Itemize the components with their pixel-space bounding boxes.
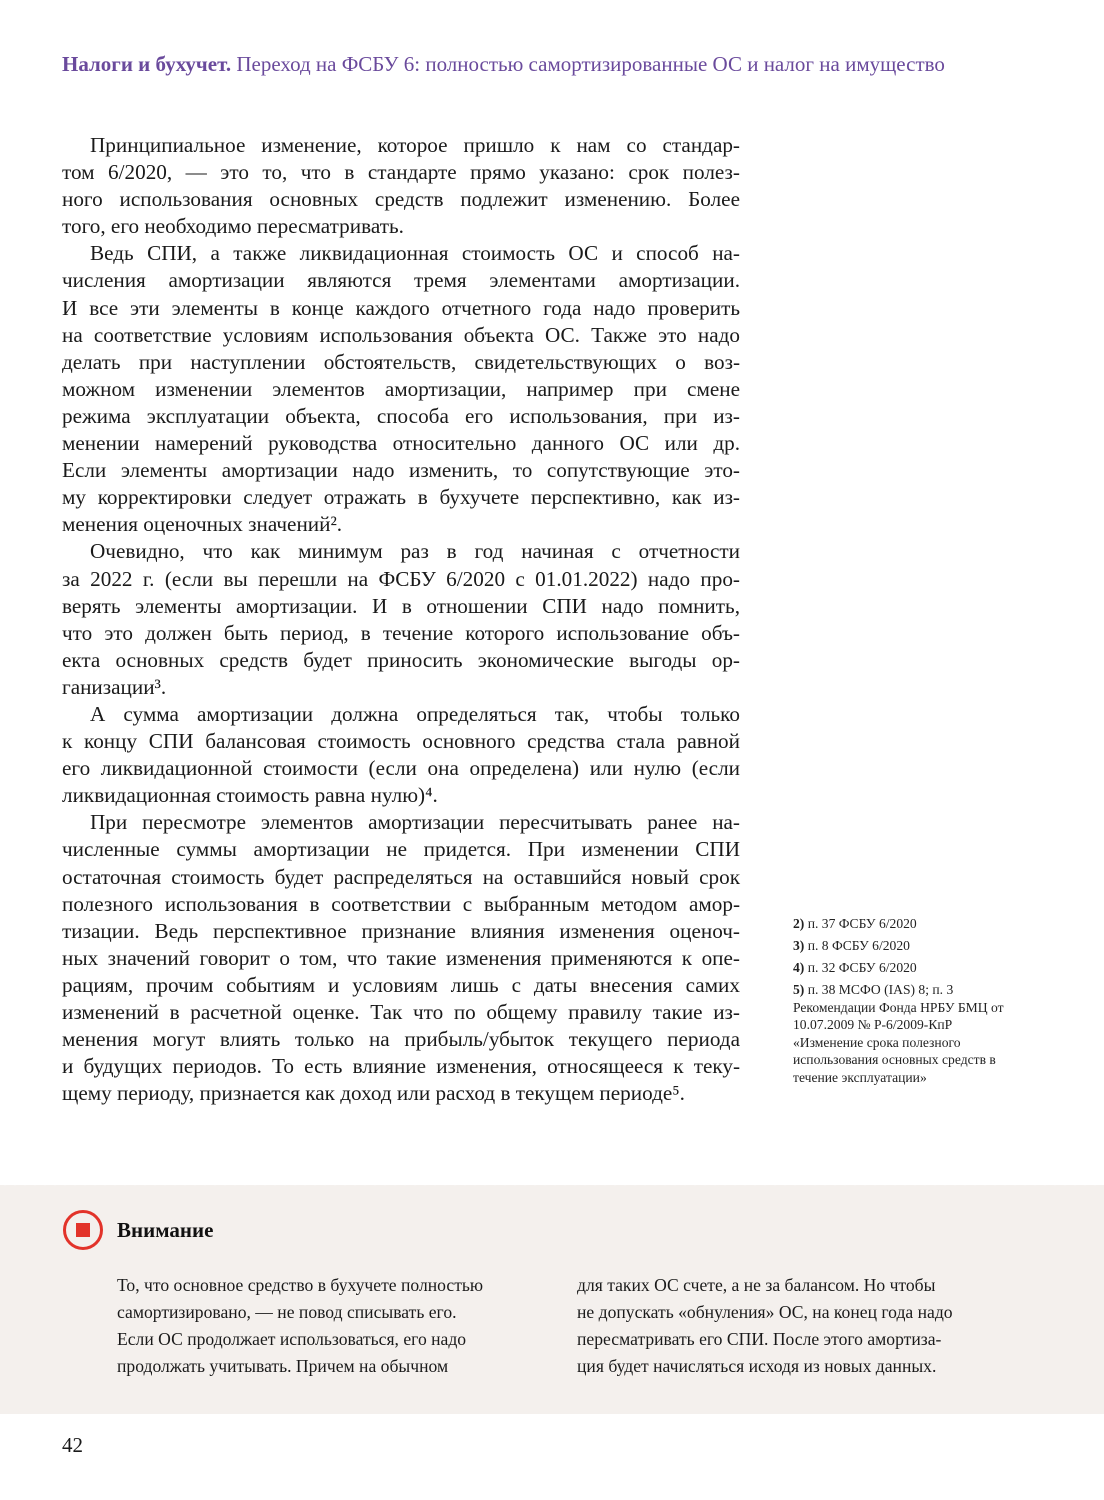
paragraph-line: ного использования основных средств подлежит изменению. Более xyxy=(62,187,740,212)
paragraph-line: Если элементы амортизации надо изменить, то сопутствующие это- xyxy=(62,458,740,483)
attention-column-2 xyxy=(577,1272,1007,1380)
paragraph-line: верять элементы амортизации. И в отношении СПИ надо помнить, xyxy=(62,593,740,618)
footnote-number: 3) xyxy=(793,938,805,953)
stop-circle-icon xyxy=(63,1210,103,1250)
attention-line: самортизировано, — не повод списывать его. xyxy=(117,1302,457,1322)
paragraph-line: режима эксплуатации объекта, способа его использования, при из- xyxy=(62,403,740,428)
paragraph-line: менения оценочных значений². xyxy=(62,512,343,537)
paragraph-line: и будущих периодов. То есть влияние изменения, относящееся к теку- xyxy=(62,1054,740,1079)
attention-line: То, что основное средство в бухучете полностью xyxy=(117,1275,484,1295)
paragraph-line: И все эти элементы в конце каждого отчетного года надо проверить xyxy=(62,295,740,320)
paragraph-line: При пересмотре элементов амортизации пересчитывать ранее на- xyxy=(90,810,740,835)
paragraph-line: менения могут влиять только на прибыль/убыток текущего периода xyxy=(62,1027,740,1052)
paragraph-line: екта основных средств будет приносить экономические выгоды ор- xyxy=(62,647,740,672)
paragraph-line: том 6/2020, — это то, что в стандарте прямо указано: срок полез- xyxy=(62,160,740,185)
paragraph xyxy=(62,240,740,538)
footnote-text: п. 37 ФСБУ 6/2020 xyxy=(807,916,917,931)
paragraph xyxy=(62,809,740,1107)
paragraph-line: тизации. Ведь перспективное признание влияния изменения оценоч- xyxy=(62,918,740,943)
attention-line: продолжать учитывать. Причем на обычном xyxy=(117,1356,449,1376)
paragraph-line: того, его необходимо пересматривать. xyxy=(62,214,404,239)
attention-line: ция будет начисляться исходя из новых данных. xyxy=(577,1356,937,1376)
footnote xyxy=(793,959,1023,977)
paragraph-line: числения амортизации являются тремя элементами амортизации. xyxy=(62,268,740,293)
paragraph-line: рациям, прочим событиям и условиям лишь с даты внесения самих xyxy=(62,972,740,997)
paragraph-line: ганизации³. xyxy=(62,674,167,699)
footnote-number: 2) xyxy=(793,916,805,931)
running-header xyxy=(62,52,945,77)
paragraph-line: можном изменении элементов амортизации, например при смене xyxy=(62,376,740,401)
footnote xyxy=(793,915,1023,933)
paragraph xyxy=(62,538,740,701)
header-section: Налоги и бухучет. xyxy=(62,52,232,76)
paragraph-line: менении намерений руководства относительно данного ОС или др. xyxy=(62,431,740,456)
paragraph-line: его ликвидационной стоимости (если она определена) или нулю (если xyxy=(62,756,740,781)
paragraph xyxy=(62,132,740,240)
paragraph-line: Ведь СПИ, а также ликвидационная стоимость ОС и способ на- xyxy=(90,241,740,266)
paragraph-line: Принципиальное изменение, которое пришло к нам со стандар- xyxy=(90,133,740,157)
paragraph-line: изменений в расчетной оценке. Так что по общему правилу такие из- xyxy=(62,1000,740,1024)
footnote-text: п. 38 МСФО (IAS) 8; п. 3 Рекомендации Фонда НРБУ БМЦ от 10.07.2009 № Р-6/2009-КпР «Изменение срока полезного использования основных средств в течение эксплуатации» xyxy=(793,982,1004,1085)
footnote-number: 5) xyxy=(793,982,805,997)
paragraph-line: Очевидно, что как минимум раз в год начиная с отчетности xyxy=(90,539,740,564)
paragraph-line: делать при наступлении обстоятельств, свидетельствующих о воз- xyxy=(62,349,740,374)
footnote-number: 4) xyxy=(793,960,805,975)
header-title: Переход на ФСБУ 6: полностью самортизированные ОС и налог на имущество xyxy=(236,52,945,76)
attention-line: для таких ОС счете, а не за балансом. Но чтобы xyxy=(577,1275,936,1295)
footnote xyxy=(793,981,1023,1086)
paragraph-line: ликвидационная стоимость равна нулю)⁴. xyxy=(62,783,438,808)
footnote-text: п. 32 ФСБУ 6/2020 xyxy=(807,960,917,975)
paragraph-line: за 2022 г. (если вы перешли на ФСБУ 6/2020 с 01.01.2022) надо про- xyxy=(62,566,740,591)
attention-line: пересматривать его СПИ. После этого амортиза- xyxy=(577,1329,942,1349)
footnotes xyxy=(793,915,1023,1091)
paragraph-line: к концу СПИ балансовая стоимость основного средства стала равной xyxy=(62,729,740,754)
article-body xyxy=(62,132,740,1107)
paragraph-line: что это должен быть период, в течение которого использование объ- xyxy=(62,620,740,645)
paragraph-line: ных значений говорит о том, что такие изменения применяются к опе- xyxy=(62,945,740,970)
paragraph-line: полезного использования в соответствии с выбранным методом амор- xyxy=(62,891,740,916)
paragraph xyxy=(62,701,740,809)
paragraph-line: остаточная стоимость будет распределяться на оставшийся новый срок xyxy=(62,864,740,889)
paragraph-line: му корректировки следует отражать в бухучете перспективно, как из- xyxy=(62,485,740,510)
attention-line: Если ОС продолжает использоваться, его надо xyxy=(117,1329,467,1349)
paragraph-line: численные суммы амортизации не придется. При изменении СПИ xyxy=(62,837,740,862)
footnote-text: п. 8 ФСБУ 6/2020 xyxy=(807,938,910,953)
footnote xyxy=(793,937,1023,955)
paragraph-line: щему периоду, признается как доход или расход в текущем периоде⁵. xyxy=(62,1081,685,1106)
attention-line: не допускать «обнуления» ОС, на конец года надо xyxy=(577,1302,953,1322)
paragraph-line: на соответствие условиям использования объекта ОС. Также это надо xyxy=(62,322,740,347)
page-number: 42 xyxy=(62,1433,83,1457)
attention-column-1 xyxy=(117,1272,537,1380)
attention-title: Внимание xyxy=(117,1218,214,1242)
paragraph-line: А сумма амортизации должна определяться так, чтобы только xyxy=(90,701,740,726)
